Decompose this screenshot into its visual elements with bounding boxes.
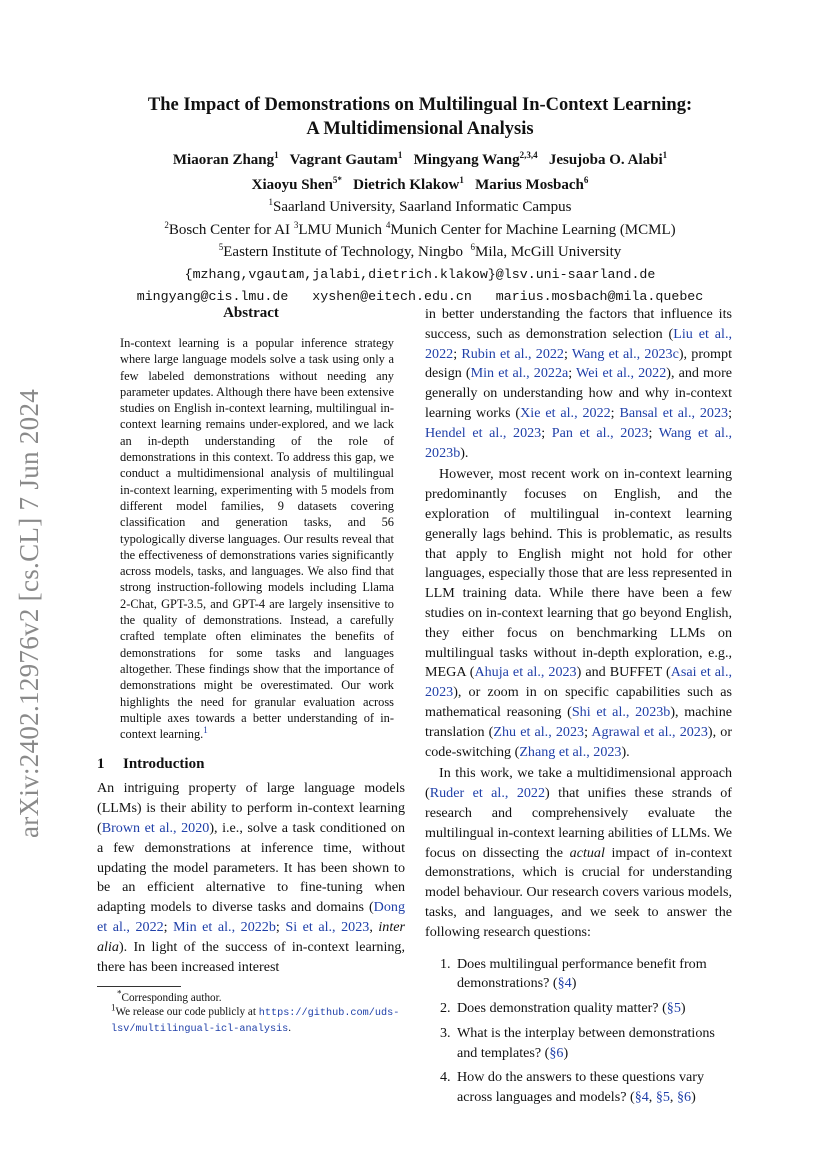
footnote-code: $^1$We release our code publicly at https://github.com/uds-lsv/multilingual-icl-analysis. — [111, 1002, 400, 1036]
author-line-1 — [90, 148, 750, 173]
title-line-1: The Impact of Demonstrations on Multilingual In-Context Learning: — [147, 95, 693, 115]
author-affil-mark: 1 — [459, 175, 464, 185]
citation-link[interactable]: Pan et al., 2023 — [551, 424, 649, 441]
affiliation-line: $^5$Eastern Institute of Technology, Ningbo $^6$Mila, McGill University — [218, 242, 622, 260]
citation-link[interactable]: Liu et al., 2022 — [425, 325, 732, 362]
footnote-rule — [97, 986, 181, 987]
section-ref-link[interactable]: §6 — [676, 1089, 692, 1106]
citation-link[interactable]: Zhu et al., 2023 — [493, 723, 585, 740]
citation-link[interactable]: Zhang et al., 2023 — [519, 743, 622, 760]
author-affil-mark: 6 — [583, 175, 589, 185]
author-affil-mark: 1 — [662, 150, 668, 160]
title-line-2: A Multidimensional Analysis — [306, 119, 534, 139]
citation-link[interactable]: Xie et al., 2022 — [520, 404, 611, 421]
right-column — [425, 305, 732, 1113]
left-column — [97, 305, 405, 1037]
citation-link[interactable]: Wei et al., 2022 — [576, 365, 667, 382]
citation-link[interactable]: Ahuja et al., 2023 — [474, 664, 577, 681]
abstract-text: In-context learning is a popular inference strategy where large language models solve a task using only a few labeled demonstrations without needing any parameter updates. Although there have been extensive studies on English in-context learning, multilingual in-context learning remains under-explored, and we lack an in-depth understanding of the role of demonstrations in this context. To address this gap, we conduct a multidimensional analysis of multilingual in-context learning, experimenting with 5 models from different model families, 9 datasets covering classification and generation tasks, and 56 typologically diverse languages. Our results reveal that the effectiveness of demonstrations varies significantly across models, tasks, and languages. We also find that strong instruction-following models including Llama 2-Chat, GPT-3.5, and GPT-4 are largely insensitive to the quality of demonstrations. Instead, a carefully crafted template often eliminates the benefits of demonstrations for some tasks and languages altogether. These findings show that the importance of demonstrations might be overestimated. Our work highlights the need for granular evaluation across multiple axes towards a better understanding of in-context learning.$^1$ — [120, 336, 394, 742]
author-line-2 — [90, 173, 750, 198]
affiliations — [90, 196, 750, 309]
citation-link[interactable]: Brown et al., 2020 — [101, 820, 210, 837]
author-name: Jesujoba O. Alabi — [548, 152, 663, 168]
research-questions-list — [425, 955, 732, 1109]
abstract-heading: Abstract — [223, 305, 279, 321]
list-item: 3. What is the interplay between demonstrations and templates? (§6) — [440, 1024, 715, 1061]
section-ref-link[interactable]: §4 — [634, 1089, 649, 1106]
citation-link[interactable]: Rubin et al., 2022 — [461, 345, 564, 362]
citation-link[interactable]: Agrawal et al., 2023 — [591, 723, 708, 740]
section-ref-link[interactable]: §4 — [557, 975, 572, 992]
list-item: 2. Does demonstration quality matter? (§5) — [440, 1000, 686, 1017]
citation-link[interactable]: Min et al., 2022a — [470, 365, 569, 382]
author-name: Mingyang Wang — [413, 152, 520, 168]
section-ref-link[interactable]: §5 — [666, 1000, 681, 1017]
affiliation-line: $^2$Bosch Center for AI $^3$LMU Munich $^4$Munich Center for Machine Learning (MCML) — [164, 219, 676, 238]
footnote-mark[interactable]: 1 — [203, 725, 208, 735]
author-list — [90, 148, 750, 198]
section-heading: 1 Introduction — [97, 756, 205, 773]
author-affil-mark: 1 — [274, 150, 279, 160]
citation-link[interactable]: Hendel et al., 2023 — [425, 424, 542, 441]
footnote-corresponding: *Corresponding author. — [117, 988, 222, 1005]
citation-link[interactable]: Ruder et al., 2022 — [429, 785, 546, 802]
section-ref-link[interactable]: §5 — [655, 1089, 670, 1106]
author-name: Miaoran Zhang — [172, 152, 275, 168]
intro-paragraph: in better understanding the factors that influence its success, such as demonstration selection (Liu et al., 2022; Rubin et al., 2022; Wang et al., 2023c), prompt design (Min et al., 2022a; Wei et al., 2022), and more generally on understanding how and why in-context learning works (Xie et al., 2022; Bansal et al., 2023; Hendel et al., 2023; Pan et al., 2023; Wang et al., 2023b). — [425, 306, 733, 461]
citation-link[interactable]: Min et al., 2022b — [173, 919, 276, 935]
author-name: Dietrich Klakow — [353, 177, 460, 193]
author-name: Xiaoyu Shen — [251, 177, 333, 193]
email-line: {mzhang,vgautam,jalabi,dietrich.klakow}@lsv.uni-saarland.de — [184, 266, 656, 282]
section-ref-link[interactable]: §6 — [549, 1044, 564, 1061]
citation-link[interactable]: Shi et al., 2023b — [571, 703, 671, 720]
email-line: mingyang@cis.lmu.de xyshen@eitech.edu.cn marius.mosbach@mila.quebec — [136, 289, 704, 304]
intro-paragraph: In this work, we take a multidimensional approach (Ruder et al., 2022) that unifies these strands of research and comprehensively evaluate the multilingual in-context learning abilities of LLMs. We focus on dissecting the actual impact of in-context demonstrations, which is crucial for understanding model behaviour. Our research covers various models, tasks, and languages, and we seek to answer the following research questions: — [425, 765, 733, 940]
author-affil-mark: 5* — [332, 175, 342, 185]
paper-title — [100, 93, 740, 141]
arxiv-identifier: arXiv:2402.12976v2 [cs.CL] 7 Jun 2024 — [14, 388, 44, 838]
code-url-link[interactable]: https://github.com/uds-lsv/multilingual-icl-analysis — [111, 1008, 400, 1036]
citation-link[interactable]: Wang et al., 2023c — [571, 345, 679, 362]
author-name: Marius Mosbach — [475, 177, 584, 193]
citation-link[interactable]: Bansal et al., 2023 — [619, 404, 729, 421]
intro-paragraph: However, most recent work on in-context learning predominantly focuses on English, and the exploration of multilingual in-context learning generally lags behind. This is problematic, as results that apply to English might not hold for other languages, especially those that are less represented in LLM training data. While there have been a few studies on in-context learning that go beyond English, they either focus on benchmarking LLMs on multilingual tasks without in-depth exploration, e.g., MEGA (Ahuja et al., 2023) and BUFFET (Asai et al., 2023), or zoom in on specific capabilities such as mathematical reasoning (Shi et al., 2023b), machine translation (Zhu et al., 2023; Agrawal et al., 2023), or code-switching (Zhang et al., 2023). — [425, 466, 733, 760]
list-item: 4. How do the answers to these questions vary across languages and models? (§4, §5, §6) — [440, 1069, 704, 1106]
author-name: Vagrant Gautam — [289, 152, 398, 168]
citation-link[interactable]: Dong et al., 2022 — [97, 899, 405, 935]
intro-paragraph: An intriguing property of large language models (LLMs) is their ability to perform in-context learning (Brown et al., 2020), i.e., solve a task conditioned on a few demonstrations at inference time, without updating the model parameters. It has been shown to be an efficient alternative to fine-tuning when adapting models to diverse tasks and domains (Dong et al., 2022; Min et al., 2022b; Si et al., 2023, inter alia). In light of the success of in-context learning, there has been increased interest — [97, 780, 406, 975]
author-affil-mark: 1 — [397, 150, 403, 160]
citation-link[interactable]: Asai et al., 2023 — [425, 664, 732, 701]
author-affil-mark: 2,3,4 — [519, 150, 538, 160]
affiliation-line: $^1$Saarland University, Saarland Informatic Campus — [268, 197, 572, 215]
citation-link[interactable]: Si et al., 2023 — [285, 919, 370, 935]
list-item: 1. Does multilingual performance benefit from demonstrations? (§4) — [440, 955, 707, 992]
citation-link[interactable]: Wang et al., 2023b — [425, 424, 732, 461]
